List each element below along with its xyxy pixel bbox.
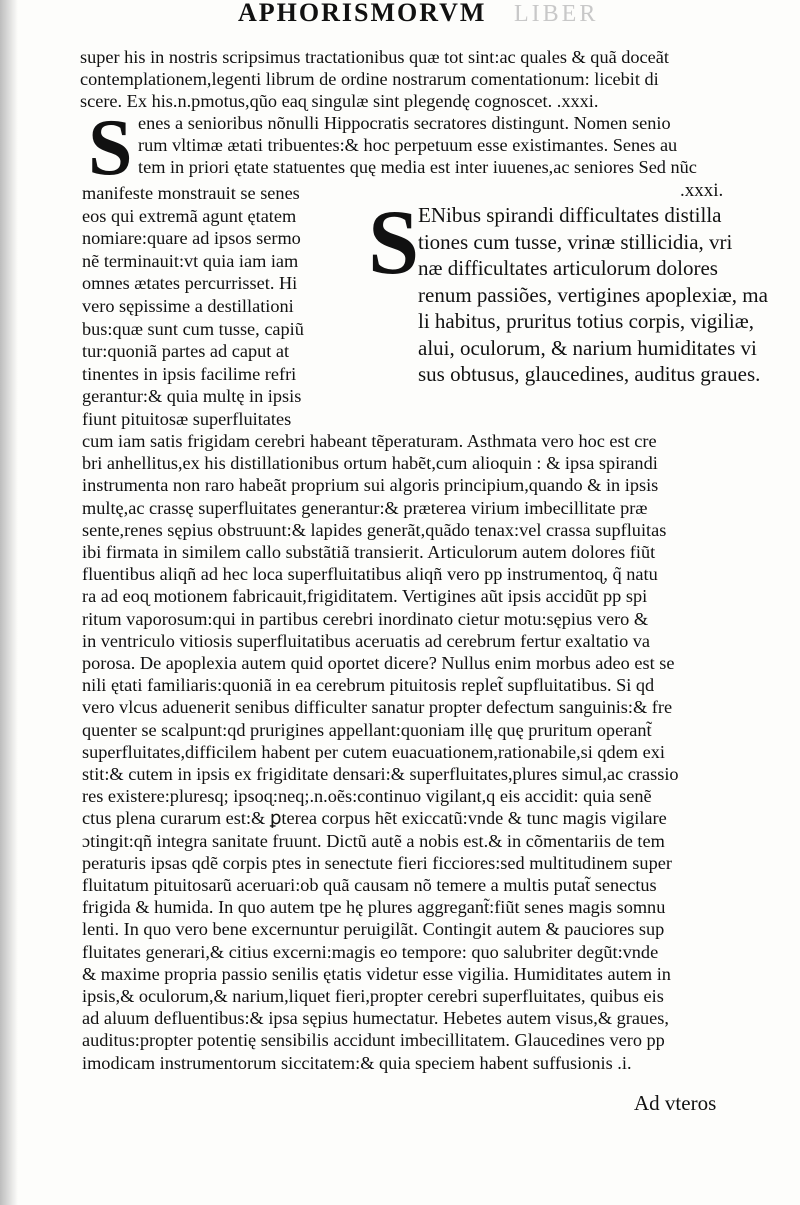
text-line: ibi firmata in similem callo substãtiã transierit. Articulorum autem dolores fiũt — [82, 542, 656, 562]
text-line: imodicam instrumentorum siccitatem:& quia speciem habent suffusionis .i. — [82, 1052, 632, 1073]
text-line: sente,renes sępius obstruunt:& lapides generãt,quãdo tenax:vel crassa supfluitas — [82, 519, 667, 540]
text-line: fluitates generari,& citius excerni:magis eo tempore: quo salubriter degũt:vnde — [82, 941, 659, 962]
aphorism-number: .xxxi. — [680, 180, 724, 201]
text-line: alui, oculorum, & narium humiditates vi — [418, 335, 757, 360]
text-line: gerantur:& quia multę in ipsis — [82, 386, 302, 407]
text-line: frigida & humida. In quo autem tpe hę plures aggregant̃:fiũt senes magis somnu — [82, 897, 666, 918]
text-line: ad aluum defluentibus:& ipsa sępius humectatur. Hebetes autem visus,& graues, — [82, 1008, 669, 1029]
page-gutter-shadow — [0, 0, 18, 1205]
text-line: vero vlcus aduenerit senibus difficulter sanatur propter defectum sanguinis:& fre — [82, 697, 673, 718]
drop-cap-aphorism: S — [368, 191, 420, 293]
text-line: ɔtingit:qñ integra sanitate fruunt. Dictũ autẽ a nobis est.& in cõmentariis de tem — [82, 830, 665, 851]
text-line: næ difficultates articulorum dolores — [418, 256, 718, 280]
catchword: Ad vteros — [634, 1091, 717, 1115]
text-line: auditus:propter potentię sensibilis accidunt imbecillitatem. Glaucedines vero pp — [82, 1030, 665, 1051]
text-line: tinentes in ipsis facilime refri — [82, 363, 297, 384]
text-line: ctus plena curarum est:& ꝑterea corpus hẽt exiccatũ:vnde & tunc magis vigilare — [82, 808, 667, 829]
text-line: tur:quoniã partes ad caput at — [82, 341, 290, 362]
text-line: fiunt pituitosæ superfluitates — [82, 409, 292, 429]
text-line: ipsis,& oculorum,& narium,liquet fieri,propter cerebri superfluitates, quibus eis — [82, 986, 664, 1006]
drop-cap-comment: S — [88, 104, 133, 192]
text-line: omnes ætates percurrisset. Hi — [82, 273, 298, 294]
text-line: nẽ terminauit:vt quia iam iam — [82, 250, 299, 271]
text-line: instrumenta non raro habeãt proprium sui algoris principium,quando & in ipsis — [82, 475, 659, 496]
text-line: ENibus spirandi difficultates distilla — [418, 203, 722, 227]
text-line: fluentibus aliqñ ad hec loca superfluitatibus aliqñ vero pp instrumentoɋ, q̃ natu — [82, 564, 658, 585]
text-line: multę,ac crassę superfluitates generantur:& præterea virium imbecillitate præ — [82, 497, 648, 518]
text-line: tiones cum tusse, vrinæ stillicidia, vri — [418, 229, 733, 254]
text-line: porosa. De apoplexia autem quid oportet dicere? Nullus enim morbus adeo est se — [82, 653, 675, 673]
text-line: li habitus, pruritus totius corpis, vigiliæ, — [418, 309, 754, 333]
text-line: res existere:pluresq; ipsoɋ:neq;.n.oẽs:continuo vigilant,q eis accidit: quia senẽ — [82, 786, 652, 807]
text-line: & maxime propria passio senilis ętatis videtur esse vigilia. Humiditates autem in — [82, 963, 671, 984]
text-line: contemplationem,legenti librum de ordine nostrarum comentationum: licebit di — [80, 69, 659, 89]
text-line: ra ad eoɋ motionem fabricauit,frigiditatem. Vertigines aũt ipsis accidũt pp spi — [82, 586, 648, 607]
text-line: in ventriculo vitiosis superfluitatibus aceruatis ad cerebrum fertur exaltatio va — [82, 630, 651, 651]
text-line: peraturis ipsas qdẽ corpis ptes in senectute fieri ficciores:sed multitudinem super — [82, 852, 672, 873]
text-line: renum passiões, vertigines apoplexiæ, ma — [418, 282, 768, 307]
text-line: scere. Ex his.n.pmotus,qũo eaɋ singulæ sint plegendę cognoscet. .xxxi. — [80, 91, 599, 111]
text-line: quenter se scalpunt:qd prurigines appellant:quoniam illę quę pruritum operant̃ — [82, 719, 652, 740]
text-line: super his in nostris scripsimus tractationibus quæ tot sint:ac quales & quã doceãt — [80, 47, 669, 67]
text-line: cum iam satis frigidam cerebri habeant tẽperaturam. Asthmata vero hoc est cre — [82, 431, 657, 451]
text-line: nomiare:quare ad ipsos sermo — [82, 228, 301, 249]
running-head: APHORISMORVM — [238, 0, 487, 27]
text-line: eos qui extremã agunt ętatem — [82, 205, 297, 226]
text-line: ritum vaporosum:qui in partibus cerebri inordinato cietur motu:sępius vero & — [82, 608, 649, 629]
text-line: superfluitates,difficilem habent per cutem euacuationem,rationabile,si qdem exi — [82, 741, 665, 762]
text-line: nili ętati familiaris:quoniã in ea cerebrum pituitosis replet̃ supfluitatibus. Si qd — [82, 675, 655, 696]
text-line: bri anhellitus,ex his distillationibus ortum habẽt,cum alioquin : & ipsa spirandi — [82, 453, 658, 474]
text-line: lenti. In quo vero bene excernuntur peruigilãt. Contingit autem & pauciores sup — [82, 919, 665, 940]
text-line: manifeste monstrauit se senes — [82, 183, 300, 203]
text-line: sus obtusus, glaucedines, auditus graues. — [418, 362, 761, 386]
text-line: bus:quæ sunt cum tusse, capiũ — [82, 318, 304, 339]
text-line: vero sępissime a destillationi — [82, 296, 294, 316]
text-line: enes a senioribus nõnulli Hippocratis secratores distingunt. Nomen senio — [138, 113, 671, 133]
text-line: tem in priori ętate statuentes quę media est inter iuuenes,ac seniores Sed nũc — [138, 157, 697, 177]
text-line: fluitatum pituitosarũ aceruari:ob quã causam nõ temere a multis putat̃ senectus — [82, 875, 657, 895]
text-line: rum vltimæ ætati tribuentes:& hoc perpetuum esse existimantes. Senes au — [138, 135, 678, 155]
show-through-text: LIBER — [514, 1, 599, 27]
text-line: stit:& cutem in ipsis ex frigiditate densari:& superfluitates,plures simul,ac crassio — [82, 764, 679, 784]
